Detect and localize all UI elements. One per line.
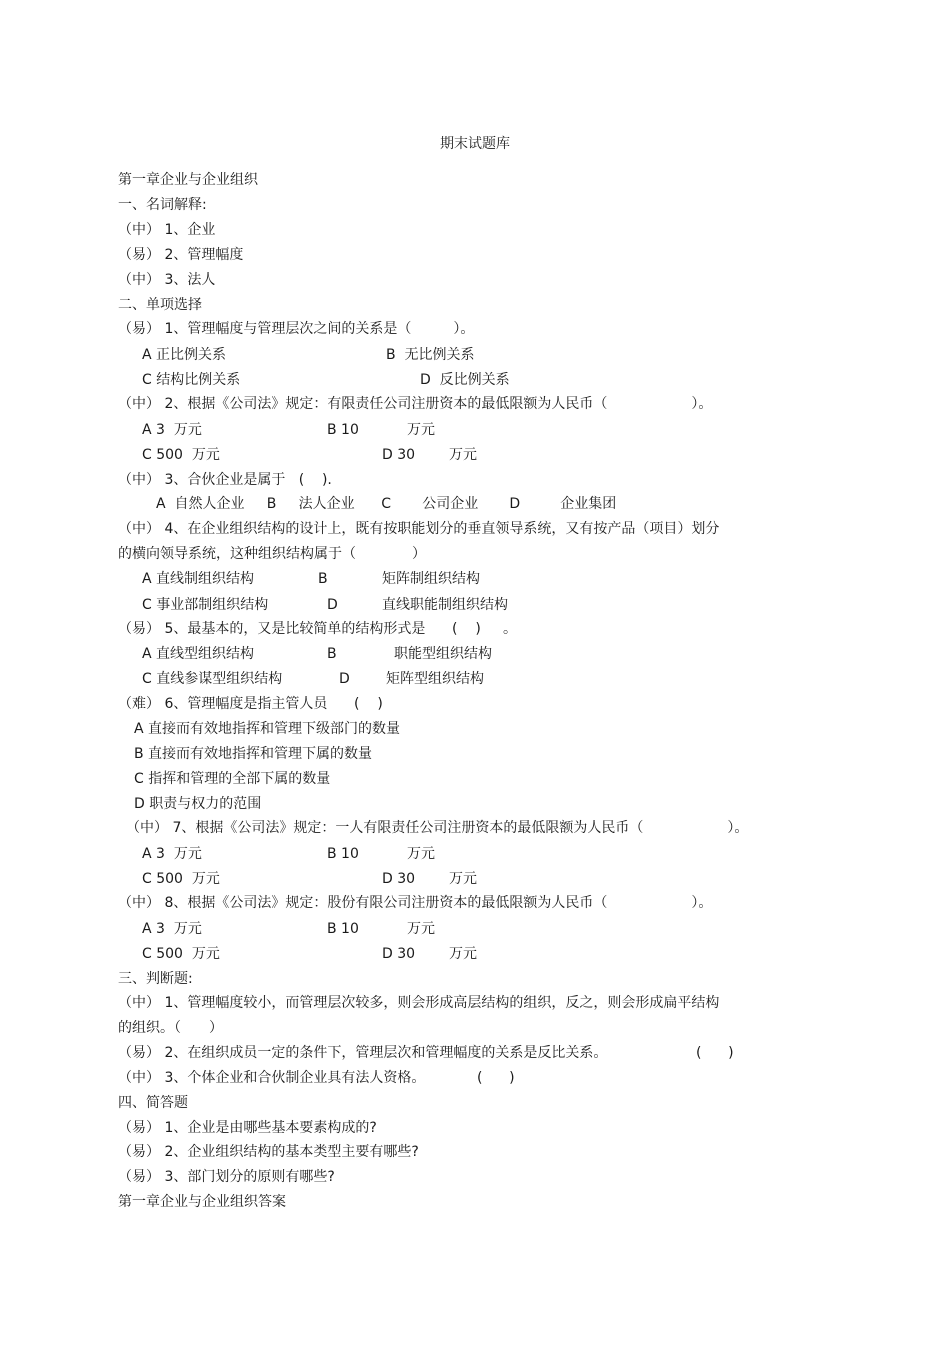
option-text: 万元 (407, 422, 435, 438)
question-line: （易） 2、企业组织结构的基本类型主要有哪些? (118, 1144, 419, 1160)
question-line: （易） 1、企业是由哪些基本要素构成的? (118, 1120, 377, 1136)
option-text: 职能型组织结构 (394, 646, 492, 662)
option-text: D (339, 671, 350, 687)
option-text: B 10 (327, 846, 359, 862)
question-line: （易） 5、最基本的，又是比较简单的结构形式是 ( ) 。 (118, 621, 518, 637)
option-text: B 10 (327, 422, 359, 438)
option-text: C 指挥和管理的全部下属的数量 (134, 771, 331, 787)
question-line: （易） 3、部门划分的原则有哪些? (118, 1169, 335, 1185)
question-line: 的横向领导系统，这种组织结构属于（ ） (118, 546, 426, 562)
question-line: （中） 3、法人 (118, 272, 216, 288)
option-text: A 3 万元 (142, 846, 202, 862)
option-text: D 30 (382, 946, 416, 962)
question-line: （中） 1、企业 (118, 222, 216, 238)
option-text: A 直接而有效地指挥和管理下级部门的数量 (134, 721, 401, 737)
question-line: （中） 3、个体企业和合伙制企业具有法人资格。 (118, 1070, 426, 1086)
option-text: 矩阵型组织结构 (386, 671, 484, 687)
option-text: A 直线制组织结构 (142, 571, 255, 587)
option-text: C 500 万元 (142, 871, 220, 887)
option-text: 万元 (449, 447, 477, 463)
question-line: （中） 7、根据《公司法》规定：一人有限责任公司注册资本的最低限额为人民币（ ）。 (126, 820, 749, 836)
question-line: 的组织。（ ） (118, 1020, 223, 1036)
option-text: D 职责与权力的范围 (134, 796, 262, 812)
option-text: 万元 (449, 946, 477, 962)
question-line: （中） 3、合伙企业是属于 ( ). (118, 472, 332, 488)
document-title: 期末试题库 (440, 136, 510, 152)
option-text: D 30 (382, 447, 416, 463)
section-heading: 二、单项选择 (118, 297, 202, 313)
option-text: D (327, 597, 338, 613)
question-line: （中） 4、在企业组织结构的设计上，既有按职能划分的垂直领导系统，又有按产品（项目）划分 (118, 521, 720, 537)
question-line: （易） 2、管理幅度 (118, 247, 244, 263)
option-text: C 500 万元 (142, 946, 220, 962)
option-text: D 反比例关系 (420, 372, 510, 388)
section-heading: 一、名词解释: (118, 197, 207, 213)
option-text: B 10 (327, 921, 359, 937)
answer-blank: ( ) (477, 1070, 515, 1086)
option-text: C 结构比例关系 (142, 372, 241, 388)
option-text: A 正比例关系 (142, 347, 227, 363)
question-line: （中） 8、根据《公司法》规定：股份有限公司注册资本的最低限额为人民币（ ）。 (118, 895, 713, 911)
option-text: 直线职能制组织结构 (382, 597, 508, 613)
chapter-heading: 第一章企业与企业组织 (118, 172, 258, 188)
section-heading: 四、简答题 (118, 1095, 188, 1111)
option-text: C 事业部制组织结构 (142, 597, 269, 613)
option-text: D 30 (382, 871, 416, 887)
section-heading: 三、判断题: (118, 971, 193, 987)
option-text: A 直线型组织结构 (142, 646, 255, 662)
option-text: 万元 (407, 846, 435, 862)
option-text: B 直接而有效地指挥和管理下属的数量 (134, 746, 373, 762)
option-text: C 500 万元 (142, 447, 220, 463)
option-text: A 3 万元 (142, 921, 202, 937)
option-text: B 无比例关系 (386, 347, 475, 363)
question-line: （易） 2、在组织成员一定的条件下，管理层次和管理幅度的关系是反比关系。 (118, 1045, 608, 1061)
question-line: （易） 1、管理幅度与管理层次之间的关系是（ ）。 (118, 321, 475, 337)
question-line: （难） 6、管理幅度是指主管人员 ( ) (118, 696, 383, 712)
option-text: 矩阵制组织结构 (382, 571, 480, 587)
question-line: （中） 1、管理幅度较小，而管理层次较多，则会形成高层结构的组织，反之，则会形成扁平结构 (118, 995, 720, 1011)
answer-blank: ( ) (696, 1045, 734, 1061)
option-text: B (327, 646, 337, 662)
option-text: A 自然人企业 B 法人企业 C 公司企业 D 企业集团 (156, 496, 617, 512)
option-text: 万元 (407, 921, 435, 937)
chapter-heading: 第一章企业与企业组织答案 (118, 1194, 286, 1210)
option-text: A 3 万元 (142, 422, 202, 438)
question-line: （中） 2、根据《公司法》规定：有限责任公司注册资本的最低限额为人民币（ ）。 (118, 396, 713, 412)
option-text: B (318, 571, 328, 587)
option-text: C 直线参谋型组织结构 (142, 671, 283, 687)
option-text: 万元 (449, 871, 477, 887)
